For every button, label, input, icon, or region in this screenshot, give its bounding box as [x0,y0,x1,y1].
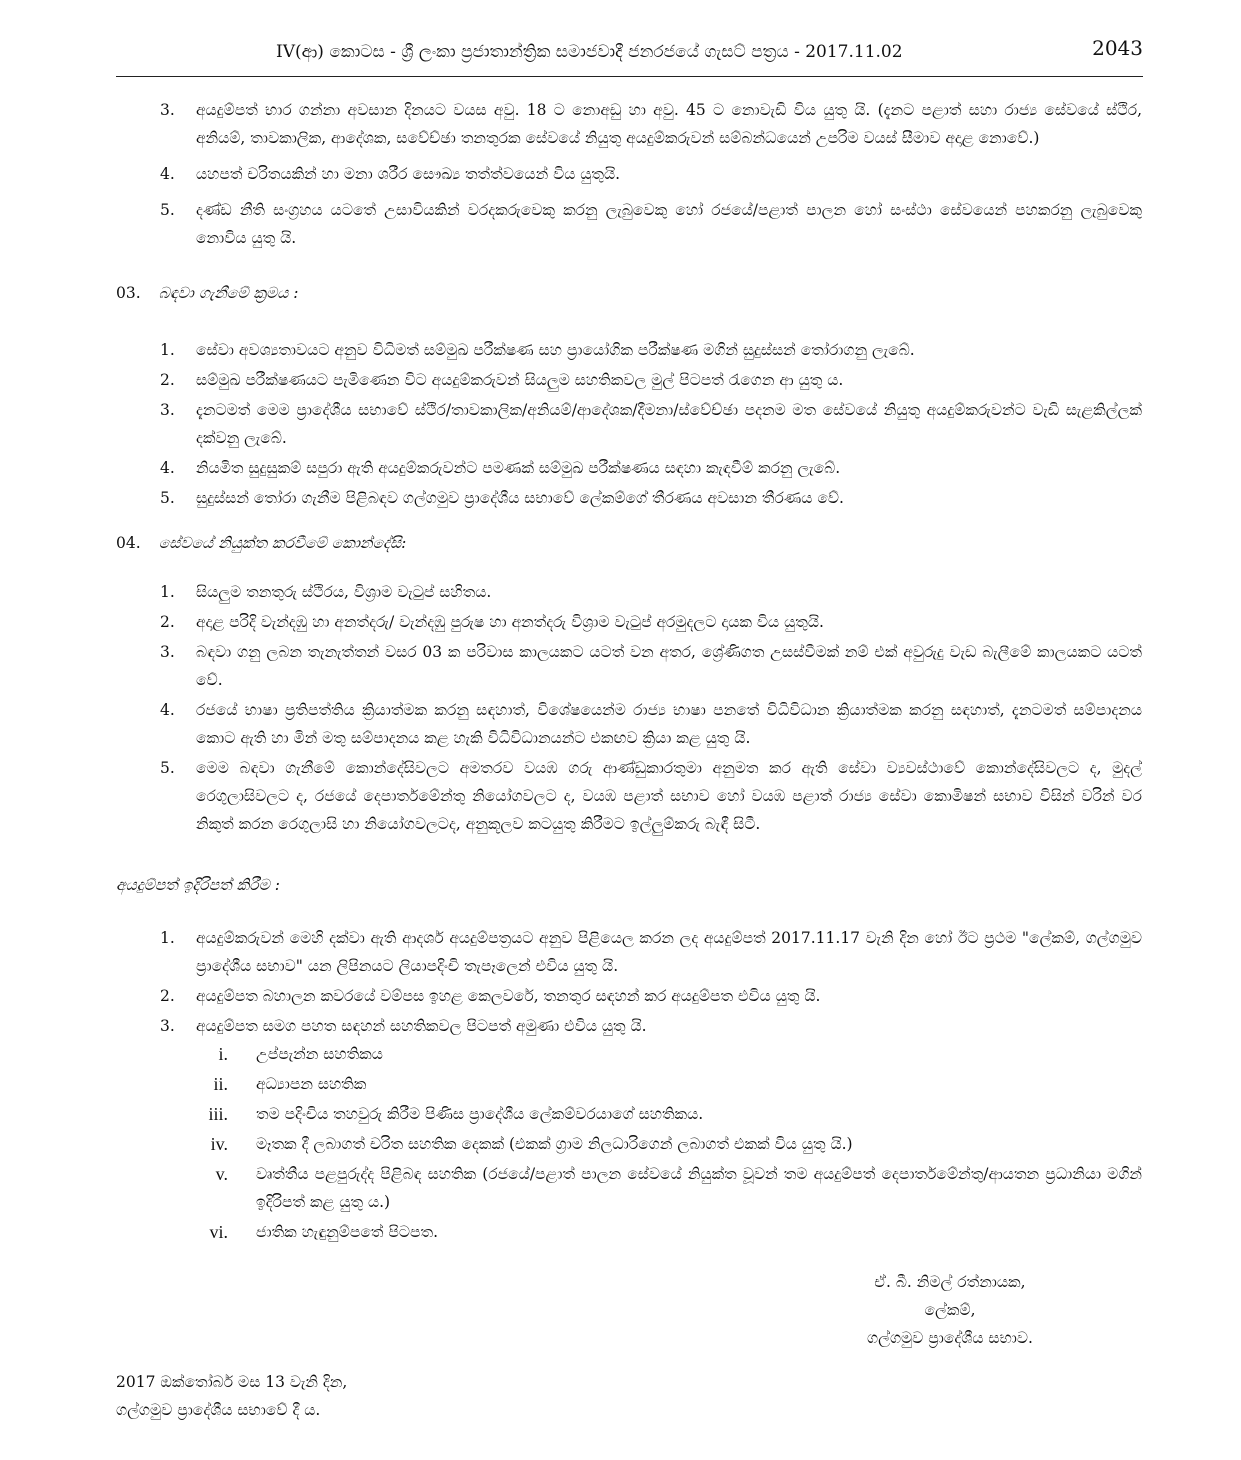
section-heading [116,876,280,895]
list-item [116,1070,1142,1098]
item-text: තම පදිංචිය තහවුරු කිරීම පිණිස ප්‍රාදේශීය ලේකම්වරයාගේ සහතිකය. [256,1105,704,1123]
item-number: 2. [160,987,175,1005]
item-number: 1. [160,341,175,359]
item-number: 4. [160,165,175,183]
section-title: අයදුම්පත් ඉදිරිපත් කිරීම : [116,876,280,894]
page-number: 2043 [1092,36,1143,60]
signature-block [800,1268,1100,1352]
list-item [116,396,1142,452]
list-item [116,160,1142,188]
attachments-list [116,1040,1142,1246]
item-number: 5. [160,489,175,507]
item-text: දැනටමත් මෙම ප්‍රාදේශීය සභාවේ ස්ථිර/තාවකාලික/අනියම්/ආදේශක/දීමනා/ස්වේච්ඡා පදනම මත සේවයේ නියුතු අයදුම්කරුවන්ට වැඩි සැළකිල්ලක් දක්වනු ලැබේ. [196,401,1142,447]
item-text: සේවා අවශ්‍යතාවයට අනුව විධිමත් සම්මුඛ පරීක්ෂණ සහ ප්‍රායෝගික පරීක්ෂණ මගින් සුදුස්සන් තෝරාගනු ලැබේ. [196,341,915,359]
list-item [116,696,1142,752]
item-text: අධ්‍යාපන සහතික [256,1075,367,1093]
item-number: i. [218,1044,228,1064]
section-heading [116,284,298,303]
item-number: 2. [160,613,175,631]
item-text: රජයේ භාෂා ප්‍රතිපත්තිය ක්‍රියාත්මක කරනු සඳහාත්, විශේෂයෙන්ම රාජ්‍ය භාෂා පනතේ විධිවිධාන ක්‍රියාත්මක කරනු සඳහාත්, දැනටමත් සම්පාදනය කොට ඇති හා මින් මතු සම්පාදනය කළ හැකි විධිවිධානයන්ට එකඟව ක්‍රියා කළ යුතු යි. [196,701,1142,747]
item-number: ii. [213,1074,228,1094]
item-number: iii. [208,1104,228,1124]
issue-place: ගල්ගමුව ප්‍රාදේශීය සභාවේ දී ය. [116,1401,321,1419]
list-item [116,924,1142,980]
item-text: අයදුම්කරුවන් මෙහි දක්වා ඇති ආදර්ශ අයදුම්පත්‍රයට අනුව පිළියෙල කරන ලද අයදුම්පත් 2017.11.17 වැනි දින හෝ ඊට ප්‍රථම "ලේකම්, ගල්ගමුව ප්‍රාදේශීය සභාව" යන ලිපිනයට ලියාපදිංචි තැපෑලෙන් එවිය යුතු යි. [196,929,1142,975]
item-text: නියමිත සුදුසුකම් සපුරා ඇති අයදුම්කරුවන්ට පමණක් සම්මුඛ පරීක්ෂණය සඳහා කැඳවීම් කරනු ලැබේ. [196,459,841,477]
signatory-office: ගල්ගමුව ප්‍රාදේශීය සභාව. [867,1329,1033,1347]
item-text: වෘත්තීය පළපුරුද්ද පිළිබඳ සහතික (රජයේ/පළාත් පාලන සේවයේ නියුක්ත වූවන් තම අයදුම්පත් දෙපාර්තමේන්තු/ආයතන ප්‍රධානියා මගින් ඉදිරිපත් කළ යුතු ය.) [256,1165,1142,1211]
section-title: බඳවා ගැනීමේ ක්‍රමය : [158,284,299,302]
service-conditions-list [116,578,1142,838]
section-title: සේවයේ නියුක්ත කරවීමේ කොන්දේසි: [158,534,407,552]
list-item [116,1160,1142,1216]
item-text: බඳවා ගනු ලබන තැනැත්තන් වසර 03 ක පරිවාස කාලයකට යටත් වන අතර, ශ්‍රේණිගත උසස්වීමක් නම් එක් අවුරුදු වැඩ බැලීමේ කාලයකට යටත් වේ. [196,643,1142,689]
item-text: සුදුස්සන් තෝරා ගැනීම පිළිබඳව ගල්ගමුව ප්‍රාදේශීය සභාවේ ලේකම්ගේ තීරණය අවසාන තීරණය වේ. [196,489,844,507]
list-item [116,1130,1142,1158]
item-text: අයදුම්පත් භාර ගන්නා අවසාන දිනයට වයස අවු. 18 ට නොඅඩු හා අවු. 45 ට නොවැඩි විය යුතු යි. (දැනට පළාත් සහා රාජ්‍ය සේවයේ ස්ථිර, අනියම්, තාවකාලික, ආදේශක, සවේච්ඡා තනතුරක සේවයේ නියුතු අයදුම්කරුවන් සම්බන්ධයෙන් උපරිම වයස් සීමාව අදාළ නොවේ.) [196,101,1142,147]
list-item [116,196,1142,252]
item-text: යහපත් චරිතයකින් හා මනා ශරීර සෞඛ්‍ය තත්ත්වයෙන් විය යුතුයි. [196,165,621,183]
page-header [116,34,1143,74]
section-heading [116,534,406,553]
list-item [116,1218,1142,1246]
document-footer [116,1368,347,1424]
list-item [116,608,1142,636]
list-item [116,484,1142,512]
item-text: සියලුම තනතුරු ස්ථිරය, විශ්‍රාම වැටුප් සහිතය. [196,583,492,601]
header-rule [116,76,1143,77]
item-number: 5. [160,201,175,219]
item-number: 3. [160,1017,175,1035]
issue-date: 2017 ඔක්තෝබර් මස 13 වැනි දින, [116,1373,348,1391]
list-item [116,366,1142,394]
list-item [116,1040,1142,1068]
item-number: v. [215,1164,228,1184]
item-text: ජාතික හැඳුනුම්පතේ පිටපත. [256,1223,439,1241]
item-text: අයදුම්පත සමග පහත සඳහන් සහතිකවල පිටපත් අමුණා එවිය යුතු යි. [196,1017,647,1035]
item-text: උප්පැන්න සහතිකය [256,1045,383,1063]
item-number: 5. [160,759,175,777]
item-number: iv. [210,1134,228,1154]
item-text: මෑතක දී ලබාගත් චරිත සහතික දෙකක් (එකක් ග්‍රාම නිලධාරිගෙන් ලබාගත් එකක් විය යුතු යි.) [256,1135,853,1153]
item-number: 4. [160,459,175,477]
list-item [116,578,1142,606]
item-text: අයදුම්පත බහාලන කවරයේ වම්පස ඉහළ කෙලවරේ, තනතුර සඳහන් කර අයදුම්පත එවිය යුතු යි. [196,987,821,1005]
recruitment-method-list [116,336,1142,512]
item-number: 4. [160,701,175,719]
item-text: දණ්ඩ නීති සංග්‍රහය යටතේ උසාවියකින් වරදකරුවෙකු කරනු ලැබුවෙකු හෝ රජයේ/පළාත් පාලන හෝ සංස්ථා සේවයෙන් පහකරනු ලැබුවෙකු නොවිය යුතු යි. [196,201,1142,247]
item-text: අදාළ පරිදි වැන්දඹු හා අනත්දරු/ වැන්දඹු පුරුෂ හා අනත්දරු විශ්‍රාම වැටුප් අරමුදලට දායක විය යුතුයි. [196,613,824,631]
list-item [116,638,1142,694]
item-number: 3. [160,643,175,661]
list-item [116,754,1142,838]
item-text: සම්මුඛ පරීක්ෂණයට පැමිණෙන විට අයදුම්කරුවන් සියලුම සහතිකවල මුල් පිටපත් රැගෙන ආ යුතු ය. [196,371,844,389]
item-number: 1. [160,929,175,947]
header-title: IV(ආ) කොටස - ශ්‍රී ලංකා ප්‍රජාතාන්ත්‍රික සමාජවාදී ජනරජයේ ගැසට් පත්‍රය - 2017.11.02 [276,42,903,62]
list-item [116,1012,1142,1040]
item-number: vi. [209,1222,228,1242]
eligibility-list [116,96,1142,252]
list-item [116,982,1142,1010]
list-item [116,1100,1142,1128]
section-number: 03. [116,284,141,302]
item-text: මෙම බඳවා ගැනීමේ කොන්දේසිවලට අමතරව වයඹ ගරු ආණ්ඩුකාරතුමා අනුමත කර ඇති සේවා ව්‍යවස්ථාවේ කොන්දේසිවලට ද, මුදල් රෙගුලාසිවලට ද, රජයේ දෙපාර්තමේන්තු නියෝගවලට ද, වයඹ පළාත් සභාව හෝ වයඹ පළාත් රාජ්‍ය සේවා කොමිෂන් සභාව විසින් වරින් වර නිකුත් කරන රෙගුලාසි හා නියෝගවලටද, අනුකූලව කටයුතු කිරීමට ඉල්ලුම්කරු බැඳී සිටී. [196,759,1142,833]
list-item [116,454,1142,482]
item-number: 3. [160,401,175,419]
section-number: 04. [116,534,141,552]
signatory-name: ඒ. බී. නිමල් රත්නායක, [874,1273,1026,1291]
list-item [116,336,1142,364]
item-number: 1. [160,583,175,601]
item-number: 2. [160,371,175,389]
submission-list [116,924,1142,1040]
list-item [116,96,1142,152]
item-number: 3. [160,101,175,119]
signatory-position: ලේකම්, [924,1301,976,1319]
